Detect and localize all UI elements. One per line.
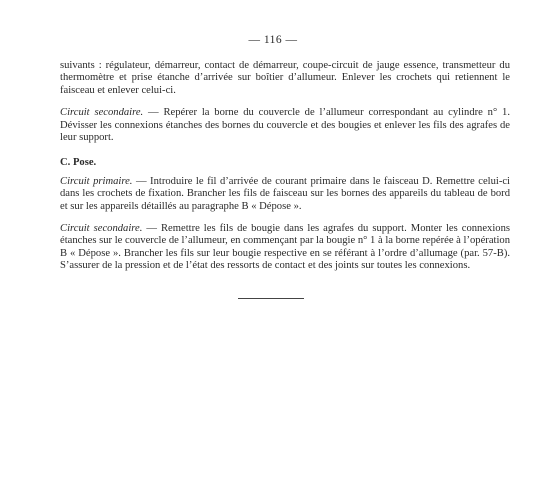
page-number: — 116 — bbox=[248, 34, 298, 46]
paragraph-text: — Repérer la borne du couvercle de l’allumeur correspondant au cylindre n° 1. Dévisser les connexions étanches des bornes du couvercle et des bougies et enlever les fils des agrafes de leur support. bbox=[60, 107, 510, 144]
paragraph-circuit-secondaire-depose bbox=[60, 107, 510, 144]
paragraph-text: suivants : régulateur, démarreur, contact de démarreur, coupe-circuit de jauge essence, transmetteur du thermomètre et prise étanche d’arrivée sur boîtier d’allumeur. Enlever les crochets qui retiennent le faisceau et enlever celui-ci. bbox=[60, 60, 510, 96]
paragraph-text: — Remettre les fils de bougie dans les agrafes du support. Monter les connexions étanches sur le couvercle de l’allumeur, en commençant par la bougie n° 1 à la borne repérée à l’opération B « Dépose ». Brancher les fils sur leur bougie respective en se référant à l’ordre d’allumage (par. 57-B). S’assurer de la pression et de l’état des ressorts de contact et des joints sur toutes les connexions. bbox=[60, 223, 511, 272]
body-text bbox=[60, 60, 510, 273]
paragraph-continued bbox=[60, 60, 510, 97]
paragraph-circuit-primaire bbox=[60, 176, 510, 213]
section-heading-text: C. Pose. bbox=[60, 157, 97, 169]
paragraph-lead: Circuit secondaire. bbox=[60, 107, 144, 119]
paragraph-lead: Circuit primaire. bbox=[60, 175, 133, 187]
end-rule bbox=[238, 298, 304, 299]
section-heading bbox=[60, 157, 510, 169]
paragraph-circuit-secondaire-pose bbox=[60, 223, 510, 273]
paragraph-text: — Introduire le fil d’arrivée de courant primaire dans le faisceau D. Remettre celui-ci dans les crochets de fixation. Brancher les fils de faisceau sur les bornes des appareils du tableau de bord et sur les appareils détaillés au paragraphe B « Dépose ». bbox=[60, 175, 510, 212]
paragraph-lead: Circuit secondaire. bbox=[60, 223, 143, 235]
